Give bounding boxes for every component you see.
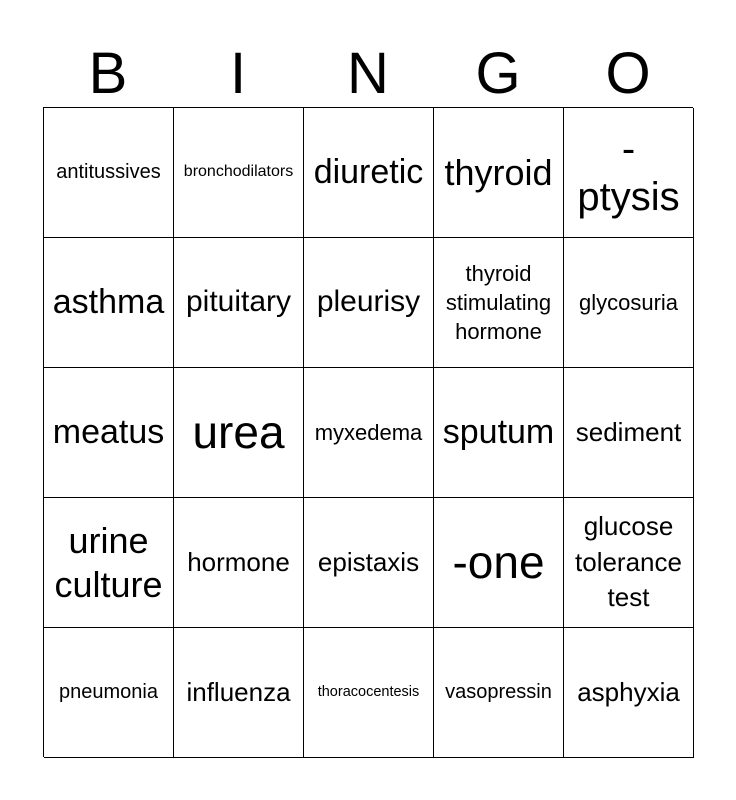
header-letter-n: N: [347, 41, 389, 106]
bingo-cell: pneumonia: [44, 628, 174, 758]
bingo-cell: asthma: [44, 238, 174, 368]
bingo-cell: diuretic: [304, 108, 434, 238]
bingo-cell: sediment: [564, 368, 694, 498]
header-letter-i: I: [229, 41, 247, 106]
bingo-card-grid: [43, 107, 693, 757]
bingo-cell: pleurisy: [304, 238, 434, 368]
bingo-header: [43, 40, 693, 108]
bingo-cell: - ptysis: [564, 108, 694, 238]
bingo-cell: thoracocentesis: [304, 628, 434, 758]
bingo-cell: glycosuria: [564, 238, 694, 368]
bingo-cell: -one: [434, 498, 564, 628]
bingo-cell: bronchodilators: [174, 108, 304, 238]
bingo-cell: urea: [174, 368, 304, 498]
bingo-cell: myxedema: [304, 368, 434, 498]
bingo-cell: urine culture: [44, 498, 174, 628]
bingo-cell: influenza: [174, 628, 304, 758]
header-letter-b: B: [88, 41, 128, 106]
bingo-cell: hormone: [174, 498, 304, 628]
header-letter-o: O: [605, 41, 651, 106]
bingo-cell: antitussives: [44, 108, 174, 238]
bingo-cell: thyroid stimulating hormone: [434, 238, 564, 368]
bingo-cell: sputum: [434, 368, 564, 498]
header-letter-g: G: [475, 41, 521, 106]
bingo-cell: epistaxis: [304, 498, 434, 628]
bingo-cell: asphyxia: [564, 628, 694, 758]
bingo-cell: vasopressin: [434, 628, 564, 758]
bingo-cell: meatus: [44, 368, 174, 498]
bingo-cell: glucose tolerance test: [564, 498, 694, 628]
bingo-cell: pituitary: [174, 238, 304, 368]
bingo-cell: thyroid: [434, 108, 564, 238]
